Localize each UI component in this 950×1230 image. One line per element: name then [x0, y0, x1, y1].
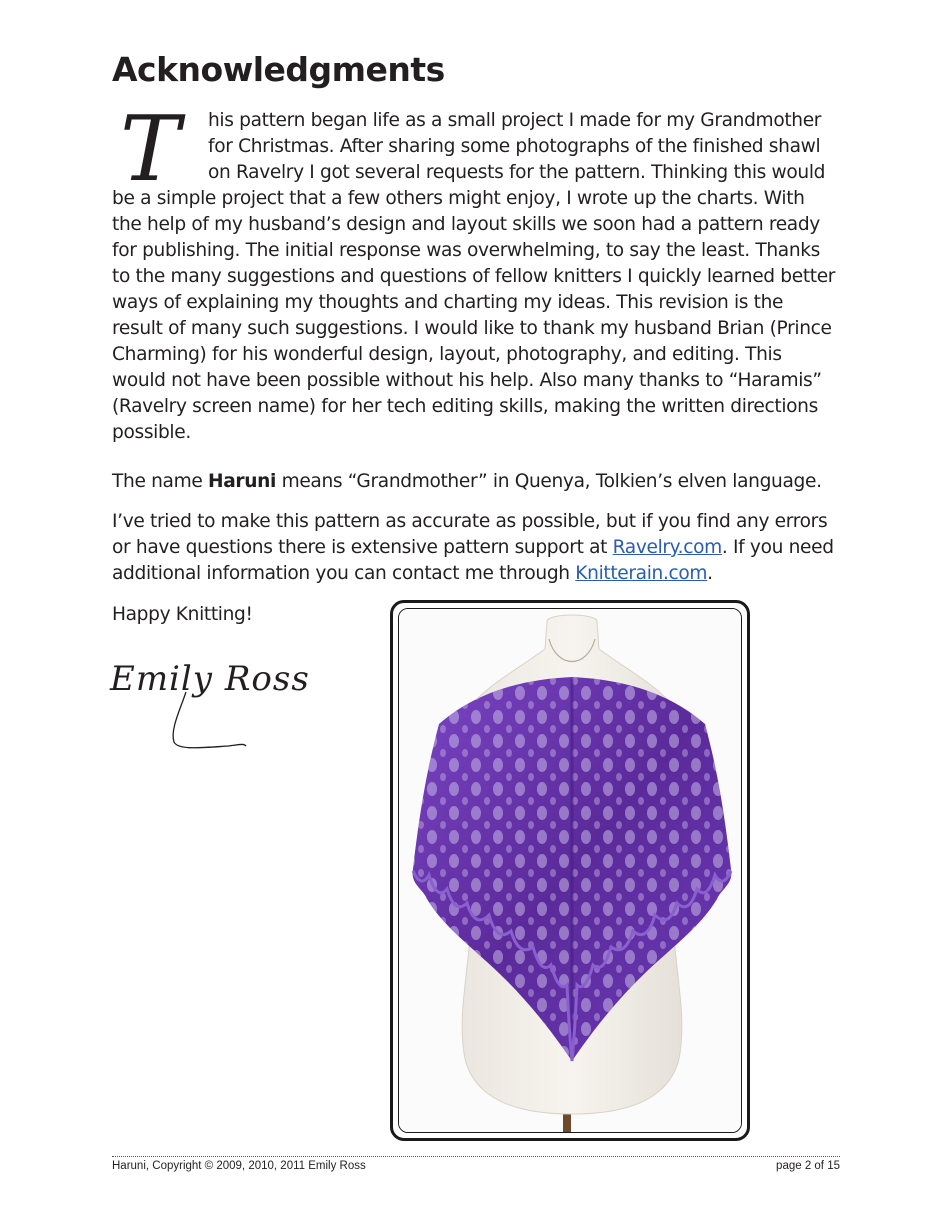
drop-cap-letter [116, 110, 192, 186]
pattern-name: Haruni [207, 471, 277, 492]
support-paragraph [112, 509, 836, 587]
name-text-after: means “Grandmother” in Quenya, Tolkien’s elven language. [276, 471, 822, 492]
shawl-photo-frame [390, 600, 750, 1141]
footer-copyright: Haruni, Copyright © 2009, 2010, 2011 Emily Ross [112, 1160, 366, 1172]
name-paragraph [112, 469, 836, 495]
name-text-before: The name [112, 471, 208, 492]
signature-text: Emily Ross [110, 659, 308, 699]
knitterain-link[interactable]: Knitterain.com [575, 563, 708, 584]
support-text-2: . If you need additional information you can contact me through [112, 537, 834, 584]
drop-cap-glyph: T [120, 110, 180, 186]
footer-page-number: page 2 of 15 [776, 1160, 840, 1172]
ravelry-link[interactable]: Ravelry.com [612, 537, 722, 558]
intro-text: his pattern began life as a small project I made for my Grandmother for Christmas. After sharing some photographs of the finished shawl on Ravelry I got several requests for the pattern. Thinking this would be a simple project that a few others might enjoy, I wrote up the charts. With the help of my husband’s design and layout skills we soon had a pattern ready for publishing. The initial response was overwhelming, to say the least. Thanks to the many suggestions and questions of fellow knitters I quickly learned better ways of explaining my thoughts and charting my ideas. This revision is the result of many such suggestions. I would like to thank my husband Brian (Prince Charming) for his wonderful design, layout, photography, and editing. This would not have been possible without his help. Also many thanks to “Haramis” (Ravelry screen name) for her tech editing skills, making the written directions possible. [112, 110, 836, 443]
shawl-photo [398, 608, 742, 1133]
signature-image [108, 650, 308, 760]
support-text-3: . [707, 563, 713, 584]
support-text-1: I’ve tried to make this pattern as accurate as possible, but if you find any errors or have questions there is extensive pattern support at [112, 511, 828, 558]
page-title: Acknowledgments [112, 50, 445, 89]
intro-paragraph [112, 108, 836, 446]
footer-divider [112, 1156, 840, 1157]
closing-line: Happy Knitting! [112, 604, 253, 625]
